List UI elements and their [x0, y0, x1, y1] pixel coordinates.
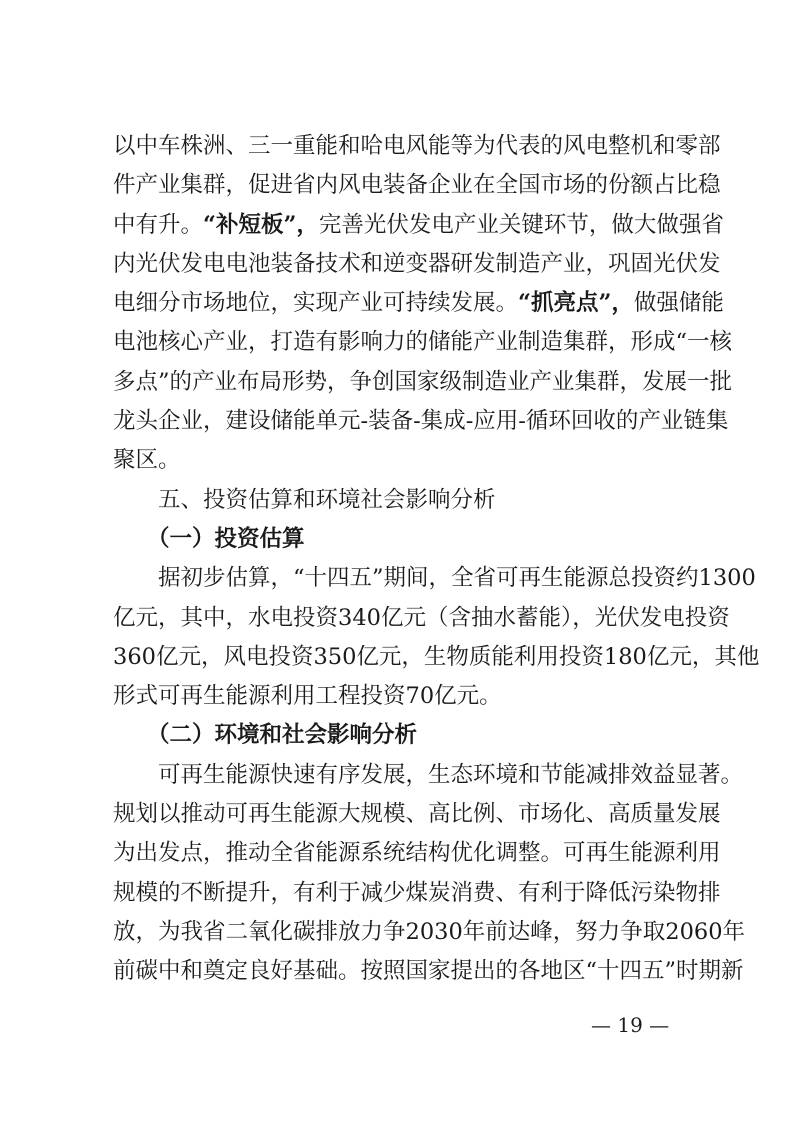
- text-line: 亿元，其中，水电投资340亿元（含抽水蓄能），光伏发电投资: [113, 604, 730, 631]
- text-line: 放，为我省二氧化碳排放力争2030年前达峰，努力争取2060年: [113, 918, 746, 945]
- text-line: [113, 284, 724, 323]
- text-line: 可再生能源快速有序发展，生态环境和节能减排效益显著。: [158, 761, 744, 788]
- text-line: 内光伏发电电池装备技术和逆变器研发制造产业，巩固光伏发: [113, 250, 721, 277]
- subsection-heading-investment: （一）投资估算: [147, 525, 305, 552]
- text-line: 聚区。: [113, 447, 181, 474]
- text-segment: 电细分市场地位，实现产业可持续发展。: [113, 290, 519, 317]
- page-body: [113, 127, 760, 992]
- text-line: 多点”的产业布局形势，争创国家级制造业产业集群，发展一批: [113, 368, 733, 395]
- paragraph-investment: [113, 559, 760, 716]
- text-line: 为出发点，推动全省能源系统结构优化调整。可再生能源利用: [113, 840, 721, 867]
- subsection-heading-environment: （二）环境和社会影响分析: [147, 722, 418, 749]
- paragraph-wind-solar-storage: [113, 127, 733, 481]
- text-line: 件产业集群，促进省内风电装备企业在全国市场的份额占比稳: [113, 172, 721, 199]
- text-segment: 做强储能: [633, 290, 724, 317]
- text-line: [113, 206, 724, 245]
- text-line: 前碳中和奠定良好基础。按照国家提出的各地区“十四五”时期新: [113, 958, 744, 985]
- text-line: 360亿元，风电投资350亿元，生物质能利用投资180亿元，其他: [113, 643, 760, 670]
- text-line: 电池核心产业，打造有影响力的储能产业制造集群，形成“一核: [113, 329, 733, 356]
- page-number: — 19 —: [591, 1013, 670, 1037]
- text-segment: 中有升。: [113, 211, 204, 238]
- emphasis-zhua-liang-dian: “抓亮点”，: [518, 290, 634, 317]
- text-segment: 完善光伏发电产业关键环节，做大做强省: [318, 211, 724, 238]
- section-heading-5: 五、投资估算和环境社会影响分析: [158, 486, 496, 513]
- text-line: 龙头企业，建设储能单元-装备-集成-应用-循环回收的产业链集: [113, 408, 729, 435]
- paragraph-environment: [113, 756, 746, 992]
- emphasis-bu-duan-ban: “补短板”，: [203, 211, 319, 238]
- text-line: 规模的不断提升，有利于减少煤炭消费、有利于降低污染物排: [113, 879, 721, 906]
- text-line: 规划以推动可再生能源大规模、高比例、市场化、高质量发展: [113, 801, 721, 828]
- text-line: 以中车株洲、三一重能和哈电风能等为代表的风电整机和零部: [113, 133, 721, 159]
- text-line: 据初步估算，“十四五”期间，全省可再生能源总投资约1300: [158, 565, 756, 592]
- text-line: 形式可再生能源利用工程投资70亿元。: [113, 683, 502, 710]
